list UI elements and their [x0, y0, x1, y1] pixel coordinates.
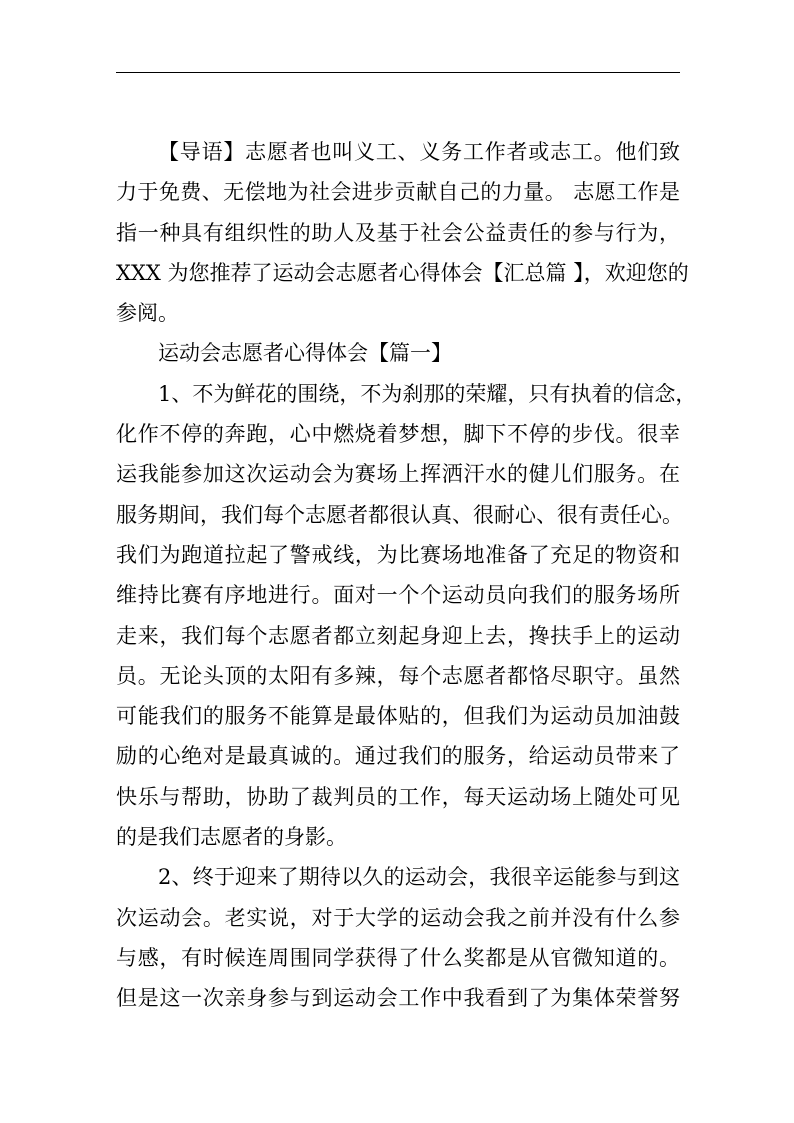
text-line: 指一种具有组织性的助人及基于社会公益责任的参与行为，	[116, 220, 680, 245]
text-line: 与感，有时候连周围同学获得了什么奖都是从官微知道的。	[116, 945, 680, 970]
text-line: 我们为跑道拉起了警戒线，为比赛场地准备了充足的物资和	[116, 542, 680, 567]
text-line: 运我能参加这次运动会为赛场上挥洒汗水的健儿们服务。在	[116, 462, 680, 487]
text-line: 维持比赛有序地进行。面对一个个运动员向我们的服务场所	[116, 583, 680, 608]
text-line: 2、终于迎来了期待以久的运动会，我很辛运能参与到这	[158, 865, 680, 890]
body-paragraph-1	[116, 374, 697, 858]
text-line: 快乐与帮助，协助了裁判员的工作，每天运动场上随处可见	[116, 784, 680, 809]
text-line: 员。无论头顶的太阳有多辣，每个志愿者都恪尽职守。虽然	[116, 663, 680, 688]
body-paragraph-2	[116, 857, 680, 1018]
document-body	[116, 132, 697, 1019]
text-line: 走来，我们每个志愿者都立刻起身迎上去，搀扶手上的运动	[116, 623, 680, 648]
text-line: 的是我们志愿者的身影。	[116, 825, 347, 850]
text-line: XXX 为您推荐了运动会志愿者心得体会【汇总篇 】，欢迎您的	[116, 260, 689, 285]
text-line: 化作不停的奔跑，心中燃烧着梦想，脚下不停的步伐。很幸	[116, 422, 680, 447]
section-title	[116, 333, 680, 373]
text-line: 【导语】志愿者也叫义工、义务工作者或志工。他们致	[158, 140, 680, 164]
text-line: 但是这一次亲身参与到运动会工作中我看到了为集体荣誉努	[116, 986, 680, 1011]
text-line: 1、不为鲜花的围绕，不为刹那的荣耀，只有执着的信念，	[158, 381, 697, 406]
text-line: 励的心绝对是最真诚的。通过我们的服务，给运动员带来了	[116, 744, 680, 769]
text-line: 力于免费、无偿地为社会进步贡献自己的力量。 志愿工作是	[116, 180, 680, 205]
header-rule	[116, 72, 680, 73]
intro-paragraph	[116, 132, 689, 333]
text-line: 参阅。	[116, 301, 179, 326]
text-line: 可能我们的服务不能算是最体贴的，但我们为运动员加油鼓	[116, 704, 680, 729]
section-heading: 运动会志愿者心得体会【篇一】	[158, 341, 452, 366]
text-line: 次运动会。老实说，对于大学的运动会我之前并没有什么参	[116, 905, 680, 930]
text-line: 服务期间，我们每个志愿者都很认真、很耐心、很有责任心。	[116, 502, 683, 527]
